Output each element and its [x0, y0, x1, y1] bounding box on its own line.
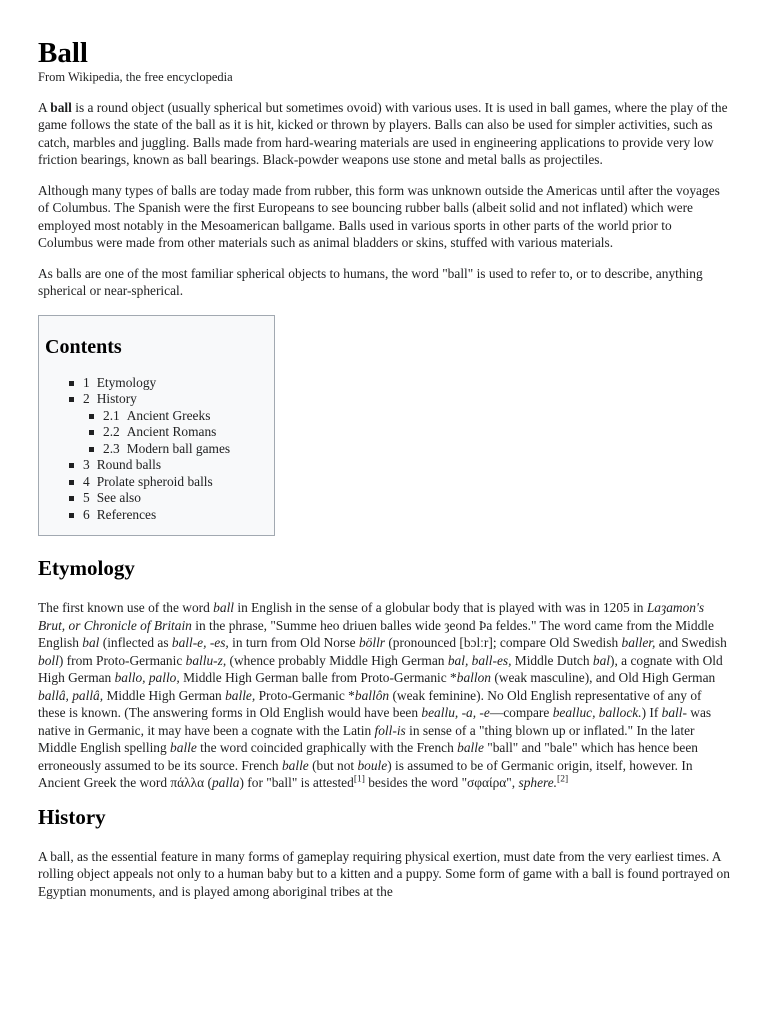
toc-list [45, 375, 268, 524]
toc-number: 5 [83, 490, 90, 506]
toc-item-ancient-greeks[interactable] [103, 408, 268, 425]
toc-number: 6 [83, 506, 90, 522]
toc-link[interactable]: See also [96, 490, 141, 506]
toc-number: 2 [83, 391, 90, 407]
toc-link[interactable]: Ancient Greeks [126, 407, 211, 423]
toc-number: 3 [83, 457, 90, 473]
section-heading-history: History [38, 804, 106, 829]
toc-link[interactable]: References [96, 506, 157, 522]
table-of-contents [38, 315, 275, 537]
toc-title: Contents [45, 335, 122, 358]
citation-link-1[interactable]: [1] [353, 774, 365, 785]
section-heading-etymology: Etymology [38, 556, 135, 581]
toc-link[interactable]: Round balls [96, 457, 162, 473]
toc-item-history[interactable] [83, 391, 268, 457]
intro-paragraph-2: Although many types of balls are today made from rubber, this form was unknown outside the Americas until after the voyages of Columbus. The Spanish were the first Europeans to see bouncing rubber balls (albeit solid and not inflated) which were employed most notably in the Mesoamerican ballgame. Balls used in various sports in other parts of the world prior to Columbus were made from other materials such as animal bladders or skins, stuffed with various materials. [38, 182, 720, 251]
history-paragraph-1: A ball, as the essential feature in many forms of gameplay requiring physical exertion, must date from the very earliest times. A rolling object appeals not only to a human baby but to a kitten and a puppy. Some form of game with a ball is found portrayed on Egyptian monuments, and is played among aboriginal tribes at the [38, 848, 730, 899]
toc-item-ancient-romans[interactable] [103, 424, 268, 441]
toc-link[interactable]: Prolate spheroid balls [96, 473, 213, 489]
toc-number: 4 [83, 473, 90, 489]
toc-item-see-also[interactable] [83, 490, 268, 507]
intro-text: A [38, 99, 51, 115]
citation-link-2[interactable]: [2] [557, 774, 569, 785]
etymology-paragraph: The first known use of the word ball in English in the sense of a globular body that is played with was in 1205 in Laȝamon's Brut, or Chronicle of Britain in the phrase, "Summe heo driuen balles wide ȝeond Þa feldes." The word came from the Middle English bal (inflected as ball-e, -es, in turn from Old Norse böllr (pronounced [bɔlːr]; compare Old Swedish baller, and Swedish boll) from Proto-Germanic ballu-z, (whence probably Middle High German bal, ball-es, Middle Dutch bal), a cognate with Old High German ballo, pallo, Middle High German balle from Proto-Germanic *ballon (weak masculine), and Old High German ballâ, pallâ, Middle High German balle, Proto-Germanic *ballôn (weak feminine). No Old English representative of any of these is known. (The answering forms in Old English would have been beallu, -a, -e—compare bealluc, ballock.) If ball- was native in Germanic, it may have been a cognate with the Latin foll-is in sense of a "thing blown up or inflated." In the later Middle English spelling balle the word coincided graphically with the French balle "ball" and "bale" which has hence been erroneously assumed to be its source. French balle (but not boule) is assumed to be of Germanic origin, itself, however. In Ancient Greek the word πάλλα (palla) for "ball" is attested[1] besides the word "σφαίρα", sphere.[2] [38, 600, 727, 791]
toc-link[interactable]: Etymology [96, 374, 157, 390]
toc-item-modern-ball-games[interactable] [103, 441, 268, 458]
toc-link[interactable]: Modern ball games [126, 440, 231, 456]
intro-paragraph-3: As balls are one of the most familiar spherical objects to humans, the word "ball" is used to refer to, or to describe, anything spherical or near-spherical. [38, 265, 703, 299]
intro-text: is a round object (usually spherical but sometimes ovoid) with various uses. It is used in ball games, where the play of the game follows the state of the ball as it is hit, kicked or thrown by players. Balls can also be used for simpler activities, such as catch, marbles and juggling. Balls made from hard-wearing materials are used in engineering applications to provide very low friction bearings, known as ball bearings. Black-powder weapons use stone and metal balls as projectiles. [38, 99, 728, 168]
page-title: Ball [38, 37, 88, 69]
toc-item-prolate-spheroid-balls[interactable] [83, 474, 268, 491]
intro-bold-term: ball [50, 99, 72, 115]
toc-item-references[interactable] [83, 507, 268, 524]
page-tagline: From Wikipedia, the free encyclopedia [38, 69, 233, 84]
toc-item-etymology[interactable] [83, 375, 268, 392]
toc-number: 2.3 [103, 440, 120, 456]
intro-paragraph-1 [38, 99, 730, 169]
toc-number: 2.1 [103, 407, 120, 423]
toc-number: 1 [83, 374, 90, 390]
toc-link[interactable]: History [96, 391, 137, 407]
toc-link[interactable]: Ancient Romans [126, 424, 217, 440]
toc-item-round-balls[interactable] [83, 457, 268, 474]
toc-sublist [83, 408, 268, 458]
toc-number: 2.2 [103, 424, 120, 440]
